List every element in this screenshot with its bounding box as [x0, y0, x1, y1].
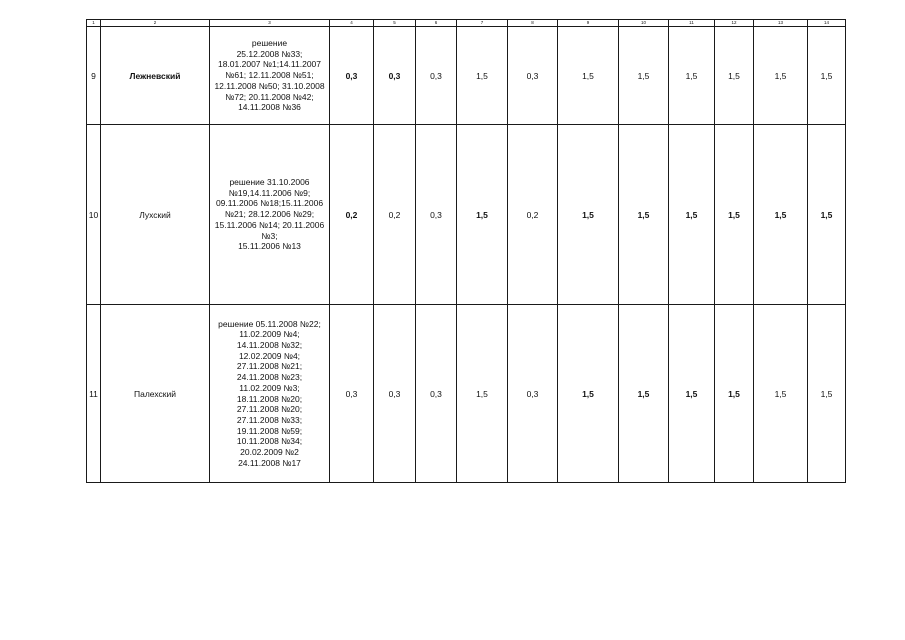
value-cell: 1,5: [754, 27, 808, 125]
column-number: 11: [669, 20, 715, 27]
column-number: 4: [330, 20, 374, 27]
value-cell: 1,5: [669, 27, 715, 125]
column-number: 10: [619, 20, 669, 27]
value-cell: 0,2: [374, 125, 416, 305]
value-cell: 1,5: [558, 305, 619, 483]
column-number: 7: [457, 20, 508, 27]
value-cell: 1,5: [619, 27, 669, 125]
value-cell: 0,3: [416, 27, 457, 125]
column-number: 8: [508, 20, 558, 27]
value-cell: 0,3: [416, 305, 457, 483]
district-name: Лухский: [101, 125, 210, 305]
column-number: 2: [101, 20, 210, 27]
column-number: 12: [715, 20, 754, 27]
value-cell: 1,5: [669, 305, 715, 483]
value-cell: 0,2: [330, 125, 374, 305]
district-name: Лежневский: [101, 27, 210, 125]
column-number: 3: [210, 20, 330, 27]
value-cell: 1,5: [715, 27, 754, 125]
table-row: [87, 27, 846, 125]
column-number-header-row: [87, 20, 846, 27]
decision-references: решение 05.11.2008 №22; 11.02.2009 №4; 14.11.2008 №32; 12.02.2009 №4; 27.11.2008 №21; 24.11.2008 №23; 11.02.2009 №3; 18.11.2008 №20; 27.11.2008 №20; 27.11.2008 №33; 19.11.2008 №59; 10.11.2008 №34; 20.02.2009 №2 24.11.2008 №17: [210, 305, 330, 483]
value-cell: 1,5: [754, 125, 808, 305]
column-number: 1: [87, 20, 101, 27]
value-cell: 0,3: [416, 125, 457, 305]
column-number: 5: [374, 20, 416, 27]
value-cell: 1,5: [619, 305, 669, 483]
table-row: [87, 125, 846, 305]
decision-references: решение 31.10.2006 №19,14.11.2006 №9; 09.11.2006 №18;15.11.2006 №21; 28.12.2006 №29; 15.11.2006 №14; 20.11.2006 №3; 15.11.2006 №13: [210, 125, 330, 305]
value-cell: 0,3: [374, 305, 416, 483]
value-cell: 1,5: [808, 27, 846, 125]
value-cell: 0,3: [508, 305, 558, 483]
value-cell: 1,5: [669, 125, 715, 305]
value-cell: 1,5: [457, 305, 508, 483]
row-number: 10: [87, 125, 101, 305]
row-number: 11: [87, 305, 101, 483]
value-cell: 0,3: [374, 27, 416, 125]
column-number: 14: [808, 20, 846, 27]
value-cell: 1,5: [754, 305, 808, 483]
document-sheet: [86, 19, 846, 483]
value-cell: 1,5: [619, 125, 669, 305]
value-cell: 1,5: [715, 305, 754, 483]
value-cell: 0,3: [508, 27, 558, 125]
value-cell: 0,2: [508, 125, 558, 305]
rates-table: [86, 19, 846, 483]
value-cell: 1,5: [558, 125, 619, 305]
value-cell: 1,5: [457, 125, 508, 305]
value-cell: 1,5: [808, 305, 846, 483]
value-cell: 0,3: [330, 27, 374, 125]
column-number: 6: [416, 20, 457, 27]
district-name: Палехский: [101, 305, 210, 483]
row-number: 9: [87, 27, 101, 125]
decision-references: решение 25.12.2008 №33; 18.01.2007 №1;14.11.2007 №61; 12.11.2008 №51; 12.11.2008 №50; 31.10.2008 №72; 20.11.2008 №42; 14.11.2008 №36: [210, 27, 330, 125]
value-cell: 0,3: [330, 305, 374, 483]
value-cell: 1,5: [715, 125, 754, 305]
column-number: 13: [754, 20, 808, 27]
value-cell: 1,5: [808, 125, 846, 305]
value-cell: 1,5: [558, 27, 619, 125]
table-row: [87, 305, 846, 483]
column-number: 9: [558, 20, 619, 27]
value-cell: 1,5: [457, 27, 508, 125]
